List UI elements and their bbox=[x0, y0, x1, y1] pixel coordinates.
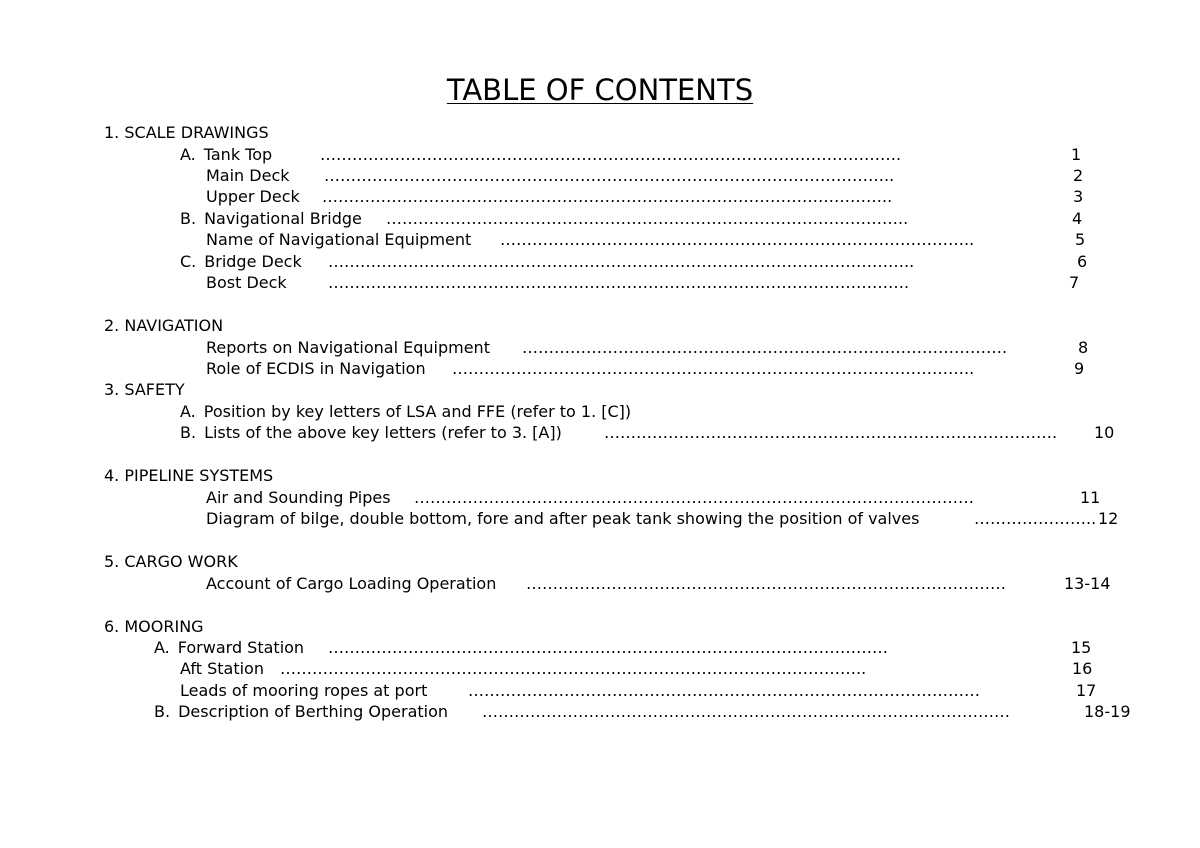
entry-text: Air and Sounding Pipes bbox=[206, 488, 391, 507]
entry-text: Name of Navigational Equipment bbox=[206, 230, 472, 249]
toc-entry bbox=[180, 402, 631, 422]
entry-text: Reports on Navigational Equipment bbox=[206, 338, 490, 357]
entry-page: 5 bbox=[1075, 230, 1086, 249]
entry-label: B. bbox=[180, 423, 197, 442]
entry-text: Bridge Deck bbox=[204, 252, 302, 271]
entry-text: Role of ECDIS in Navigation bbox=[206, 359, 426, 378]
toc-entry: Main Deck …………………………………………………………………………………………….. 2 bbox=[206, 166, 1084, 185]
entry-page: 7 bbox=[1069, 273, 1080, 292]
entry-text: Bost Deck bbox=[206, 273, 287, 292]
section-number: 5. bbox=[104, 552, 120, 571]
entry-page: 9 bbox=[1074, 359, 1085, 378]
entry-text: Aft Station bbox=[180, 659, 264, 678]
entry-page: 8 bbox=[1078, 338, 1089, 357]
section-number: 3. bbox=[104, 380, 120, 399]
toc-entry: Reports on Navigational Equipment ………………………………………………………………………………. 8 bbox=[206, 338, 1089, 357]
section-heading-cargo-work bbox=[104, 552, 238, 572]
section-heading-pipeline-systems bbox=[104, 466, 273, 486]
section-title: MOORING bbox=[124, 617, 204, 636]
section-number: 6. bbox=[104, 617, 120, 636]
toc-entry: Diagram of bilge, double bottom, fore and after peak tank showing the position of valves ………………….. 12 bbox=[206, 509, 1119, 528]
entry-page: 2 bbox=[1073, 166, 1084, 185]
section-heading-safety bbox=[104, 380, 185, 400]
entry-text: Main Deck bbox=[206, 166, 290, 185]
toc-entry: Air and Sounding Pipes …………………………………………………………………………………………… 11 bbox=[206, 488, 1101, 507]
toc-entry: Account of Cargo Loading Operation ……………………………………………………………………………… 13-14 bbox=[206, 574, 1111, 593]
entry-text: Leads of mooring ropes at port bbox=[180, 681, 428, 700]
entry-text: Upper Deck bbox=[206, 187, 300, 206]
section-number: 2. bbox=[104, 316, 120, 335]
entry-text: Account of Cargo Loading Operation bbox=[206, 574, 497, 593]
toc-entry: A. Forward Station …………………………………………………………………………………………… 15 bbox=[154, 638, 1092, 657]
page-title: TABLE OF CONTENTS bbox=[446, 73, 754, 107]
entry-page: 11 bbox=[1080, 488, 1101, 507]
entry-text: Diagram of bilge, double bottom, fore and after peak tank showing the position of valves bbox=[206, 509, 920, 528]
toc-entry: Upper Deck …………………………………………………………………………………………….. 3 bbox=[206, 187, 1084, 206]
entry-text: Navigational Bridge bbox=[204, 209, 362, 228]
entry-page: 18-19 bbox=[1084, 702, 1131, 721]
section-number: 1. bbox=[104, 123, 120, 142]
entry-text: Lists of the above key letters (refer to 3. [A]) bbox=[204, 423, 562, 442]
entry-page: 3 bbox=[1073, 187, 1084, 206]
section-title: CARGO WORK bbox=[124, 552, 238, 571]
entry-page: 13-14 bbox=[1064, 574, 1111, 593]
entry-page: 6 bbox=[1077, 252, 1088, 271]
entry-text: Forward Station bbox=[177, 638, 305, 657]
entry-text: Description of Berthing Operation bbox=[178, 702, 449, 721]
toc-entry: B. Lists of the above key letters (refer to 3. [A]) …………………………………………………………………………. 10 bbox=[180, 423, 1115, 442]
entry-page: 15 bbox=[1071, 638, 1092, 657]
section-title: NAVIGATION bbox=[124, 316, 224, 335]
entry-label: A. bbox=[180, 145, 196, 164]
toc-entry: Leads of mooring ropes at port …………………………………………………………………………………… 17 bbox=[180, 681, 1097, 700]
section-heading-mooring bbox=[104, 617, 204, 637]
toc-entry: A. Tank Top ………………………………………………………………………………………………. 1 bbox=[180, 145, 1082, 164]
toc-entry: B. Navigational Bridge …………………………………………………………………………………….. 4 bbox=[180, 209, 1083, 228]
toc-entry: C. Bridge Deck ……………………………………………………………………………………………….. 6 bbox=[180, 252, 1088, 271]
entry-label: B. bbox=[154, 702, 171, 721]
section-title: PIPELINE SYSTEMS bbox=[124, 466, 274, 485]
section-heading-navigation bbox=[104, 316, 223, 336]
entry-page: 10 bbox=[1094, 423, 1115, 442]
section-number: 4. bbox=[104, 466, 120, 485]
section-title: SCALE DRAWINGS bbox=[124, 123, 269, 142]
toc-entry: Aft Station ……………………………………………………………………………………………….. 16 bbox=[180, 659, 1093, 678]
entry-text: Position by key letters of LSA and FFE (refer to 1. [C]) bbox=[203, 402, 632, 421]
entry-text: Tank Top bbox=[203, 145, 273, 164]
toc-entry: B. Description of Berthing Operation ……………………………………………………………………………………… 18-19 bbox=[154, 702, 1131, 721]
toc-entry: Bost Deck ………………………………………………………………………………………………. 7 bbox=[206, 273, 1080, 292]
entry-label: A. bbox=[180, 402, 196, 421]
entry-page: 16 bbox=[1072, 659, 1093, 678]
entry-label: C. bbox=[180, 252, 197, 271]
section-title: SAFETY bbox=[124, 380, 185, 399]
entry-page: 17 bbox=[1076, 681, 1097, 700]
entry-label: B. bbox=[180, 209, 197, 228]
entry-page: 12 bbox=[1098, 509, 1119, 528]
entry-page: 1 bbox=[1071, 145, 1082, 164]
entry-label: A. bbox=[154, 638, 170, 657]
entry-page: 4 bbox=[1072, 209, 1083, 228]
section-heading-scale-drawings bbox=[104, 123, 269, 143]
toc-entry: Role of ECDIS in Navigation …………………………………………………………………………………….. 9 bbox=[206, 359, 1085, 378]
toc-entry: Name of Navigational Equipment …………………………………………………………………………….. 5 bbox=[206, 230, 1086, 249]
